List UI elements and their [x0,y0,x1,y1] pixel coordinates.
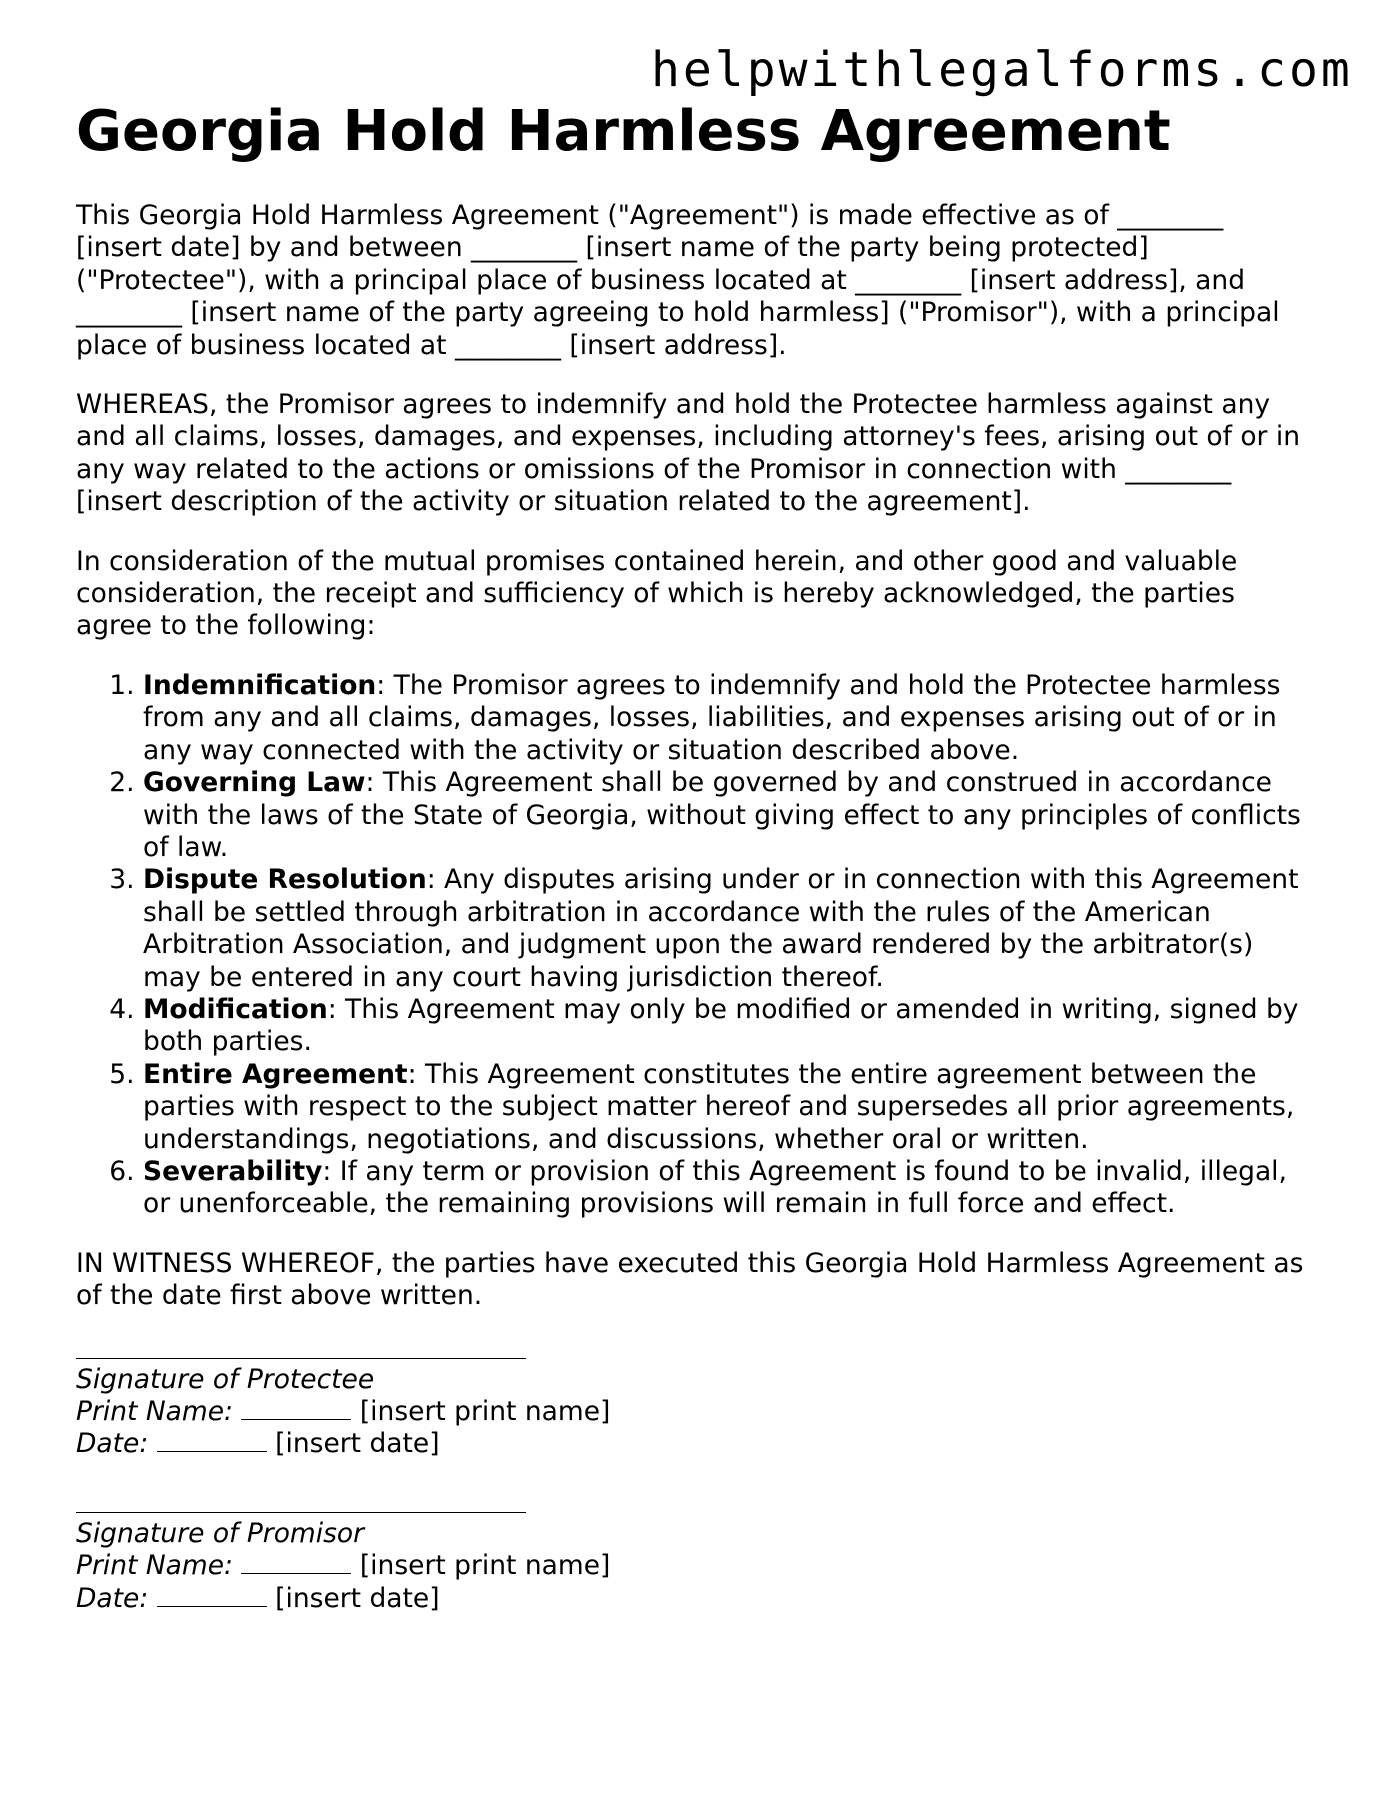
date-blank [157,1586,267,1607]
signature-label: Signature of Promisor [76,1517,364,1549]
signature-line [76,1512,526,1513]
document-body [76,200,1316,1666]
date-label: Date: [76,1582,149,1614]
terms-list [76,670,1316,1221]
term-text: : The Promisor agrees to indemnify and hold the Protectee harmless from any and all claims, damages, losses, liabilities, and expenses arising out of or in any way connected with the activity or situation described above. [143,669,1281,766]
term-entire-agreement [143,1059,1316,1156]
print-name-label: Print Name: [76,1395,233,1427]
promisor-signature-block [76,1512,1316,1615]
print-name-blank [241,1399,351,1420]
term-indemnification [143,670,1316,767]
term-modification [143,994,1316,1059]
date-hint: [insert date] [275,1582,440,1614]
consideration-paragraph: In consideration of the mutual promises contained herein, and other good and valuable consideration, the receipt and sufficiency of which is hereby acknowledged, the parties agree to the following: [76,545,1238,642]
term-heading: Modification [143,993,328,1025]
document-title: Georgia Hold Harmless Agreement [76,99,1171,164]
whereas-paragraph: WHEREAS, the Promisor agrees to indemnify and hold the Protectee harmless against any and all claims, losses, damages, and expenses, including attorney's fees, arising out of or in any way related to the actions or omissions of the Promisor in connection with ________ [insert description of the activity or situation related to the agreement]. [76,389,1301,518]
term-dispute-resolution [143,864,1316,994]
date-label: Date: [76,1428,149,1460]
term-governing-law [143,767,1316,864]
date-hint: [insert date] [275,1428,440,1460]
term-text: : This Agreement shall be governed by and construed in accordance with the laws of the State of Georgia, without giving effect to any principles of conflicts of law. [143,767,1301,863]
witness-paragraph: IN WITNESS WHEREOF, the parties have executed this Georgia Hold Harmless Agreement as of the date first above written. [76,1247,1304,1312]
signature-line [76,1358,526,1359]
signature-label: Signature of Protectee [76,1363,375,1395]
print-name-hint: [insert print name] [359,1395,611,1427]
term-text: : This Agreement constitutes the entire agreement between the parties with respect to the subject matter hereof and supersedes all prior agreements, understandings, negotiations, and discussions, whether oral or written. [143,1058,1295,1155]
site-name-watermark: helpwithlegalforms.com [651,42,1353,98]
term-text: : This Agreement may only be modified or amended in writing, signed by both parties. [143,993,1299,1058]
term-heading: Indemnification [143,669,377,701]
date-blank [157,1431,267,1452]
term-severability [143,1156,1316,1221]
print-name-label: Print Name: [76,1550,233,1582]
print-name-hint: [insert print name] [359,1550,611,1582]
term-heading: Severability [143,1155,323,1187]
print-name-blank [241,1553,351,1574]
term-text: : If any term or provision of this Agreement is found to be invalid, illegal, or unenforceable, the remaining provisions will remain in full force and effect. [143,1155,1287,1220]
term-heading: Entire Agreement [143,1058,408,1090]
intro-paragraph: This Georgia Hold Harmless Agreement ("Agreement") is made effective as of ________ [insert date] by and between ________ [insert name of the party being protected] ("Protectee"), with a principal place of business located at ________ [insert address], and ________ [insert name of the party agreeing to hold harmless] ("Promisor"), with a principal place of business located at ________ [insert address]. [76,200,1280,361]
term-text: : Any disputes arising under or in connection with this Agreement shall be settled through arbitration in accordance with the rules of the American Arbitration Association, and judgment upon the award rendered by the arbitrator(s) may be entered in any court having jurisdiction thereof. [143,864,1299,993]
term-heading: Governing Law [143,767,366,799]
protectee-signature-block [76,1358,1316,1461]
term-heading: Dispute Resolution [143,864,427,896]
